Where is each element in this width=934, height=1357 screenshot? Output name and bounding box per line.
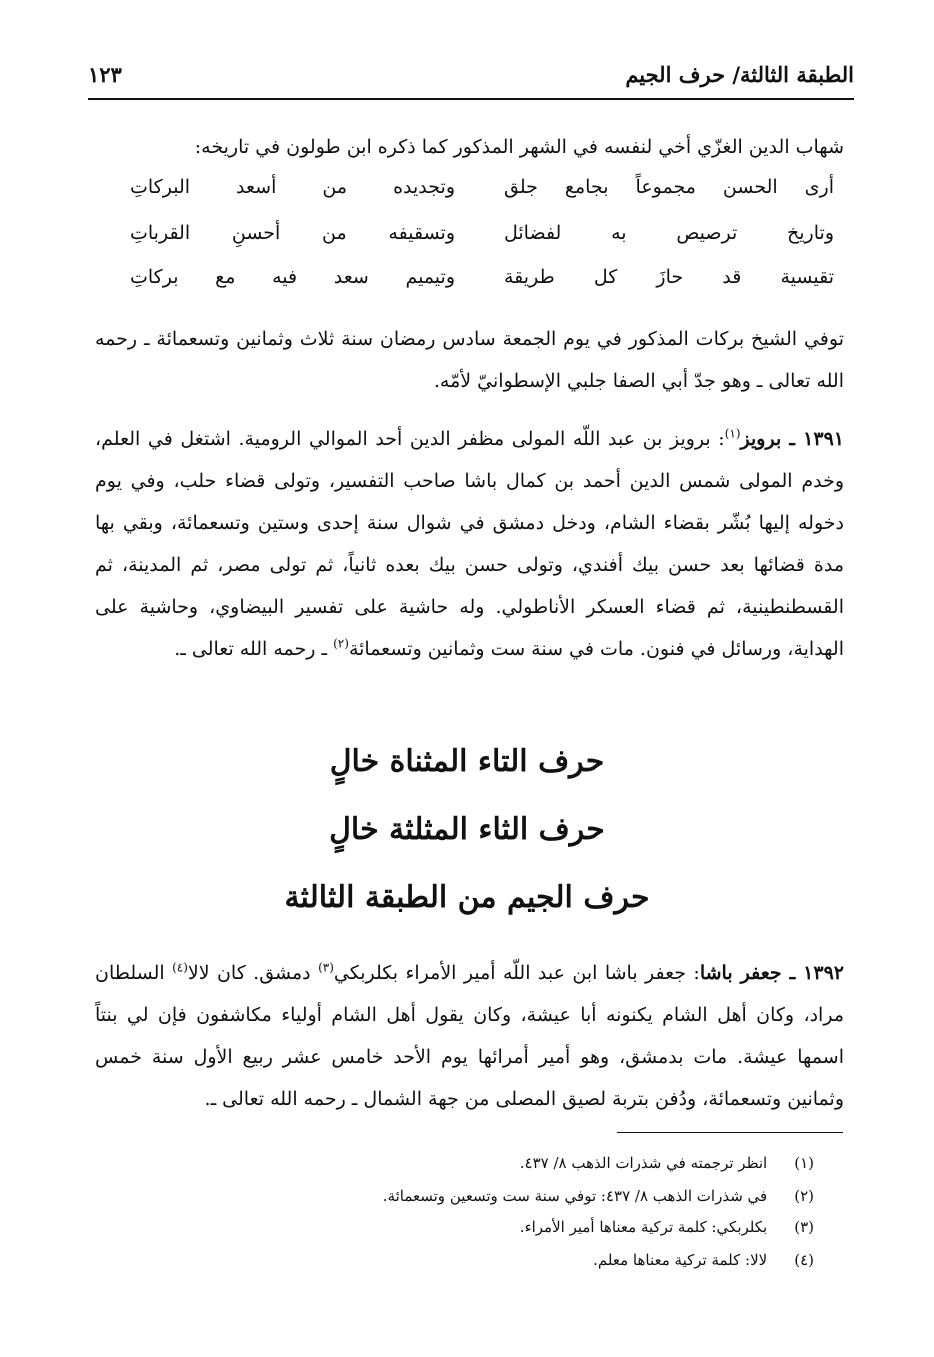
section-heading-taa: حرف التاء المثناة خالٍ xyxy=(329,744,605,779)
section-heading-thaa: حرف الثاء المثلثة خالٍ xyxy=(329,812,605,847)
section-heading-jeem: حرف الجيم من الطبقة الثالثة xyxy=(284,880,650,915)
verse-first-hemistich: تقيسية قد حازَ كل طريقة xyxy=(504,266,834,288)
footnote-ref: (١) xyxy=(724,426,741,441)
footnote-ref: (٣) xyxy=(318,960,334,975)
page-number: ١٢٣ xyxy=(88,62,122,87)
header-rule xyxy=(88,98,854,100)
entry-1391-heading: ١٣٩١ ـ برويز xyxy=(740,428,844,450)
verse-second-hemistich: وتجديده من أسعد البركاتِ xyxy=(130,176,455,198)
footnote xyxy=(300,1154,814,1180)
verse-first-hemistich: وتاريخ ترصيص به لفضائل xyxy=(504,222,834,244)
footnote-number: (٤) xyxy=(794,1251,814,1269)
verse-first-hemistich: أرى الحسن مجموعاً بجامع جلق xyxy=(504,176,834,198)
footnote xyxy=(300,1187,814,1213)
footnote xyxy=(300,1251,814,1277)
entry-1392-text: : جعفر باشا ابن عبد اللّه أمير الأمراء بكلربكي xyxy=(333,962,700,984)
footnote-number: (١) xyxy=(794,1154,814,1172)
running-title: الطبقة الثالثة/ حرف الجيم xyxy=(625,62,854,87)
death-note-paragraph: توفي الشيخ بركات المذكور في يوم الجمعة سادس رمضان سنة ثلاث وثمانين وتسعمائة ـ رحمه الله تعالى ـ وهو جدّ أبي الصفا جلبي الإسطوانيّ لأمّه. xyxy=(95,328,844,392)
verse-second-hemistich: وتسقيفه من أحسنِ القرباتِ xyxy=(130,222,455,244)
verse-second-hemistich: وتيميم سعد فيه مع بركاتِ xyxy=(130,266,455,288)
footnote-ref: (٤) xyxy=(172,960,188,975)
footnote xyxy=(300,1218,814,1244)
footnote-text: بكلربكي: كلمة تركية معناها أمير الأمراء. xyxy=(519,1218,768,1236)
entry-1392-text: دمشق. كان لالا xyxy=(187,962,319,984)
entry-1392-text: السلطان مراد، وكان أهل الشام يكنونه أبا عيشة، وكان يقول أهل الشام أولياء مكاشفون فإن لي بنتاً اسمها عيشة. مات بدمشق، وهو أمير أمرائها يوم الأحد خامس عشر ربيع الأول سنة خمس وثمانين وتسعمائة، ودُفن بتربة لصيق المصلى من جهة الشمال ـ رحمه الله تعالى ـ. xyxy=(95,962,844,1110)
footnote-separator xyxy=(617,1132,843,1133)
intro-line: شهاب الدين الغزّي أخي لنفسه في الشهر المذكور كما ذكره ابن طولون في تاريخه: xyxy=(194,136,844,158)
entry-1391-paragraph xyxy=(95,418,844,670)
entry-1391-text: : برويز بن عبد اللّه المولى مظفر الدين أحد الموالي الرومية. اشتغل في العلم، وخدم المولى شمس الدين أحمد بن كمال باشا صاحب التفسير، وتولى قضاء حلب، وفي يوم دخوله إليها بُشّر بقضاء الشام، ودخل دمشق في شوال سنة إحدى وستين وتسعمائة، وبقي بها مدة قضائها بعد حسن بيك أفندي، وتولى حسن بيك بعده ثانياً، ثم تولى مصر، ثم المدينة، ثم القسطنطينية، ثم قضاء العسكر الأناطولي. وله حاشية على تفسير البيضاوي، وحاشية على الهداية، ورسائل في فنون. مات في سنة ست وثمانين وتسعمائة xyxy=(95,428,844,660)
poem-verse xyxy=(130,176,834,220)
entry-1392-paragraph xyxy=(95,952,844,1120)
page-header xyxy=(88,62,854,96)
footnote-number: (٣) xyxy=(794,1218,814,1236)
poem-verse xyxy=(130,222,834,266)
footnote-ref: (٢) xyxy=(333,636,349,651)
poem-verse xyxy=(130,266,834,310)
footnote-text: لالا: كلمة تركية معناها معلم. xyxy=(593,1251,768,1269)
entry-1392-heading: ١٣٩٢ ـ جعفر باشا xyxy=(699,962,844,984)
footnote-text: في شذرات الذهب ٨/ ٤٣٧: توفي سنة ست وتسعين وتسعمائة. xyxy=(382,1187,768,1205)
entry-1391-ending: ـ رحمه الله تعالى ـ. xyxy=(174,638,334,660)
footnote-number: (٢) xyxy=(794,1187,814,1205)
footnote-text: انظر ترجمته في شذرات الذهب ٨/ ٤٣٧. xyxy=(519,1154,768,1172)
